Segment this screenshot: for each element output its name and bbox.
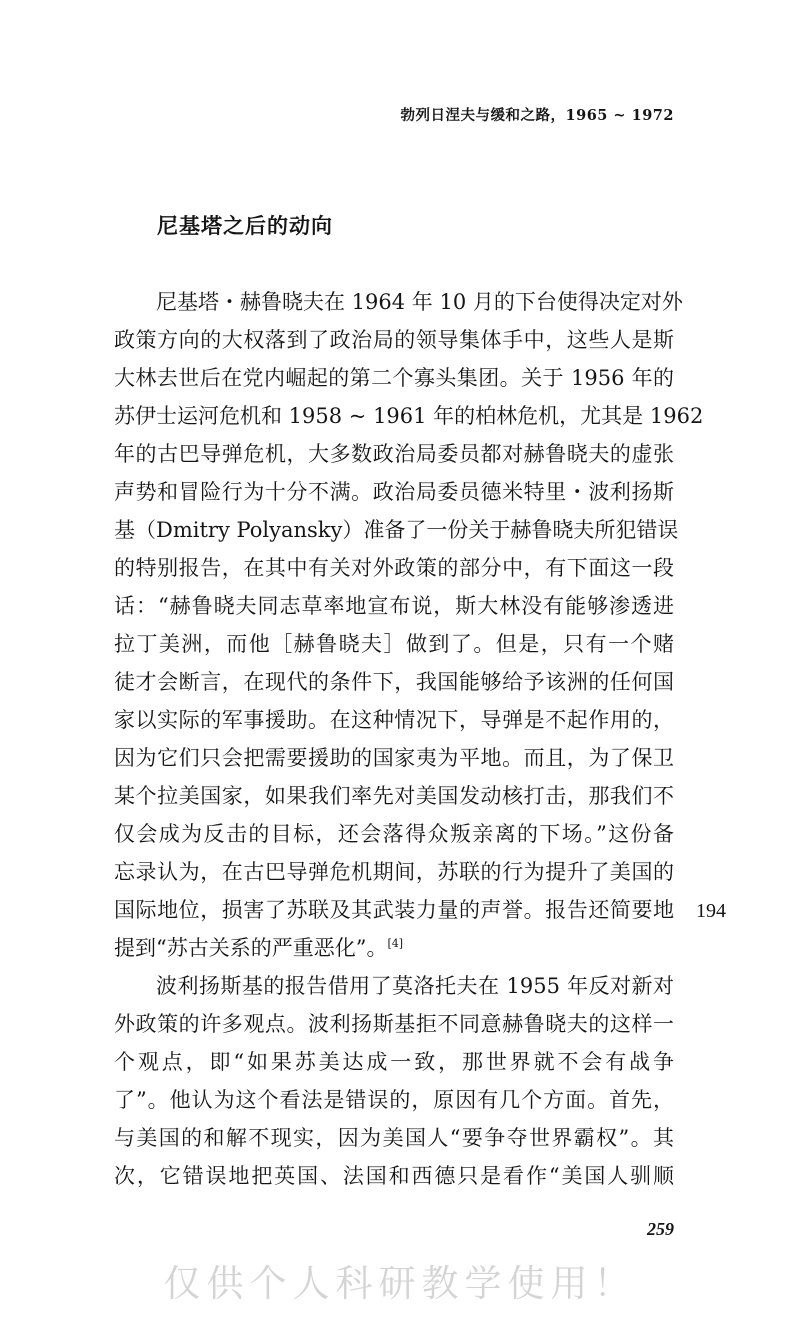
paragraph-line: 外政策的许多观点。波利扬斯基拒不同意赫鲁晓夫的这样一 — [114, 1012, 674, 1036]
citation-marker: [4] — [387, 937, 404, 950]
paragraph-line: 年的古巴导弹危机，大多数政治局委员都对赫鲁晓夫的虚张 — [114, 442, 674, 466]
original-page-marker: 194 — [696, 900, 726, 922]
paragraph-line: 尼基塔・赫鲁晓夫在 1964 年 10 月的下台使得决定对外 — [156, 290, 683, 314]
paragraph-line: 的特别报告，在其中有关对外政策的部分中，有下面这一段 — [114, 556, 674, 580]
section-title: 尼基塔之后的动向 — [157, 214, 333, 238]
paragraph-line: 大林去世后在党内崛起的第二个寡头集团。关于 1956 年的 — [114, 366, 674, 390]
paragraph-line: 声势和冒险行为十分不满。政治局委员德米特里・波利扬斯 — [114, 480, 674, 504]
paragraph-line: 话：“赫鲁晓夫同志草率地宣布说，斯大林没有能够渗透进 — [114, 594, 674, 618]
paragraph-line: 波利扬斯基的报告借用了莫洛托夫在 1955 年反对新对 — [156, 974, 674, 998]
paragraph-line: 国际地位，损害了苏联及其武装力量的声誉。报告还简要地 — [114, 898, 674, 922]
paragraph-line: 徒才会断言，在现代的条件下，我国能够给予该洲的任何国 — [114, 670, 674, 694]
paragraph-line: 忘录认为，在古巴导弹危机期间，苏联的行为提升了美国的 — [114, 860, 674, 884]
running-header: 勃列日涅夫与缓和之路，1965 ~ 1972 — [400, 107, 674, 124]
paragraph-line: 基（Dmitry Polyansky）准备了一份关于赫鲁晓夫所犯错误 — [114, 518, 679, 542]
paragraph-line: 拉丁美洲，而他［赫鲁晓夫］做到了。但是，只有一个赌 — [114, 632, 674, 656]
paragraph-last-line-text: 提到“苏古关系的严重恶化”。 — [114, 936, 388, 960]
paragraph-line: 了”。他认为这个看法是错误的，原因有几个方面。首先， — [114, 1088, 674, 1112]
paragraph-line: 苏伊士运河危机和 1958 ~ 1961 年的柏林危机，尤其是 1962 — [114, 404, 704, 428]
page-number: 259 — [647, 1219, 674, 1239]
paragraph-last-line — [114, 933, 674, 963]
paragraph-line: 政策方向的大权落到了政治局的领导集体手中，这些人是斯 — [114, 328, 674, 352]
paragraph-line: 个观点，即“如果苏美达成一致，那世界就不会有战争 — [114, 1050, 674, 1074]
paragraph-line: 某个拉美国家，如果我们率先对美国发动核打击，那我们不 — [114, 784, 674, 808]
paragraph-line: 家以实际的军事援助。在这种情况下，导弹是不起作用的， — [114, 708, 674, 732]
watermark: 仅供个人科研教学使用！ — [163, 1262, 637, 1305]
paragraph-line: 与美国的和解不现实，因为美国人“要争夺世界霸权”。其 — [114, 1126, 674, 1150]
paragraph-line: 次，它错误地把英国、法国和西德只是看作“美国人驯顺 — [114, 1164, 674, 1188]
paragraph-line: 因为它们只会把需要援助的国家夷为平地。而且，为了保卫 — [114, 746, 674, 770]
paragraph-line: 仅会成为反击的目标，还会落得众叛亲离的下场。”这份备 — [114, 822, 674, 846]
